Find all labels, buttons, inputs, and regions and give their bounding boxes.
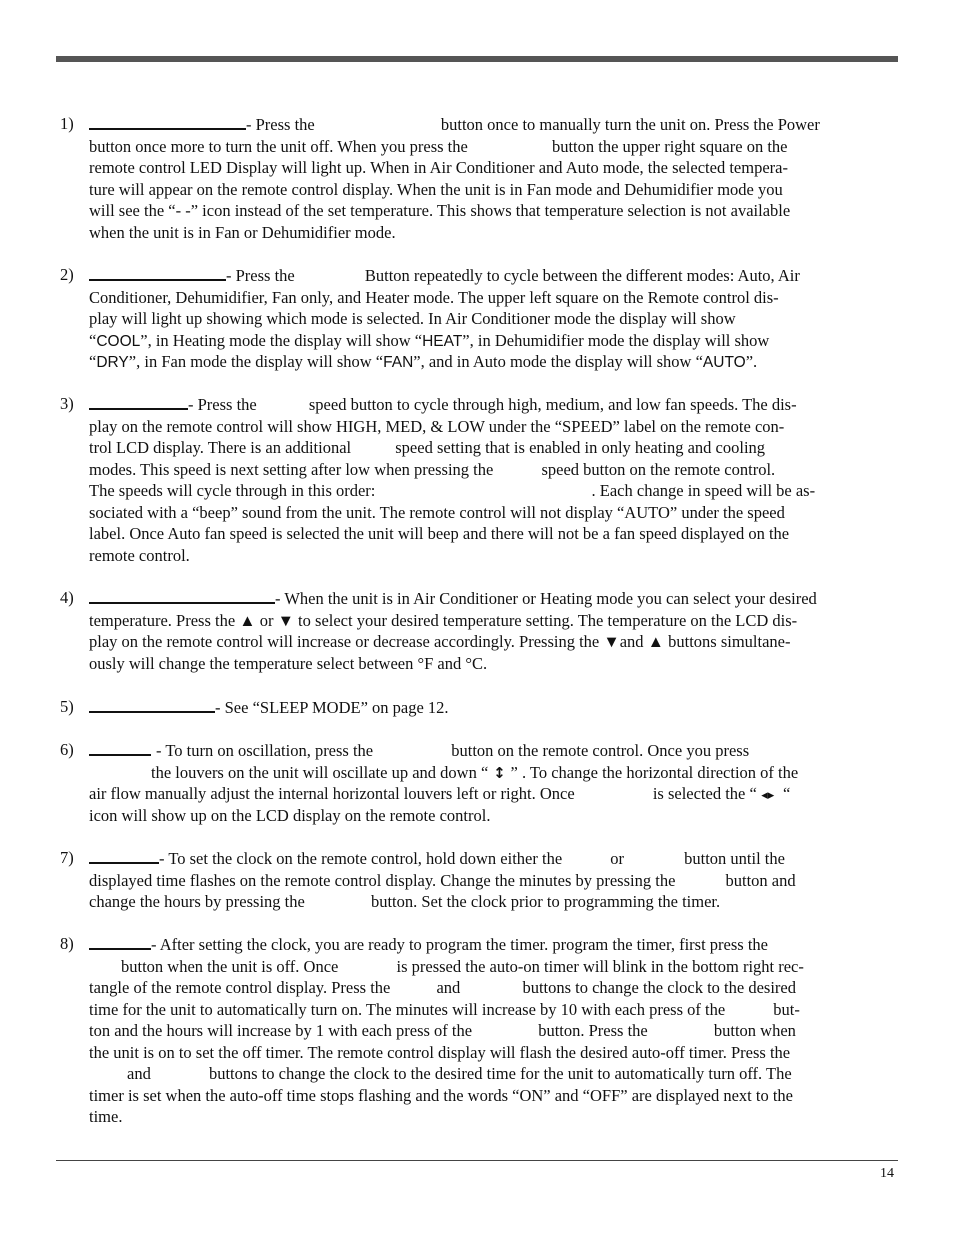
heading-blank [89,394,188,410]
text-line: the unit is on to set the off timer. The remote control display will flash the desired auto-off timer. Press the [89,1042,791,1062]
text-line: remote control. [89,545,190,565]
item-number: 6) [60,740,74,759]
text-line: - When the unit is in Air Conditioner or Heating mode you can select your desired [89,588,817,610]
heading-blank [89,265,226,281]
text-line: change the hours by pressing the button. Set the clock prior to programming the timer. [89,892,721,911]
text-line: play on the remote control will increase or decrease accordingly. Pressing the ▼and ▲ buttons simultane- [89,632,791,651]
item-number: 7) [60,848,74,867]
text-line: - After setting the clock, you are ready to program the timer. program the timer, first press the [89,934,768,956]
up-down-arrow-icon: ↕ [493,763,506,782]
text-line: ture will appear on the remote control display. When the unit is in Fan mode and Dehumidifier mode you [89,179,783,199]
text-line: button once more to turn the unit off. When you press the button the upper right square on the [89,136,788,156]
heading-blank [89,934,151,950]
item-number: 1) [60,114,74,133]
text-line: - Press the button once to manually turn the unit on. Press the Power [89,114,820,136]
left-right-arrow-icon: ◂▸ [761,788,775,803]
item-number: 4) [60,588,74,607]
text-line: icon will show up on the LCD display on the remote control. [89,805,491,825]
text-line: ton and the hours will increase by 1 with each press of the button. Press the button when [89,1021,796,1040]
text-line: tangle of the remote control display. Press the and buttons to change the clock to the desired [89,978,796,997]
text-line: ously will change the temperature select between °F and °C. [89,653,488,673]
heading-blank [89,740,151,756]
text-line: the louvers on the unit will oscillate up and down “ ↕ ” . To change the horizontal direction of the [89,762,798,785]
heading-blank [89,588,275,604]
text-line: play will light up showing which mode is selected. In Air Conditioner mode the display will show [89,309,736,328]
heading-blank [89,697,215,713]
text-line: - Press the Button repeatedly to cycle between the different modes: Auto, Air [89,265,800,287]
text-line: air flow manually adjust the internal horizontal louvers left or right. Once is selected the “ ◂▸ “ [89,783,790,807]
text-line: - To turn on oscillation, press the button on the remote control. Once you press [89,740,749,762]
text-line: temperature. Press the ▲ or ▼ to select your desired temperature setting. The temperature on the LCD dis- [89,610,798,630]
heading-blank [89,848,159,864]
text-line: modes. This speed is next setting after low when pressing the speed button on the remote control. [89,459,776,479]
text-line: “COOL”, in Heating mode the display will show “HEAT”, in Dehumidifier mode the display will show [89,330,770,350]
text-line: sociated with a “beep” sound from the unit. The remote control will not display “AUTO” under the speed [89,502,785,522]
text-line: Conditioner, Dehumidifier, Fan only, and Heater mode. The upper left square on the Remote control dis- [89,287,779,307]
text-line: “DRY”, in Fan mode the display will show “FAN”, and in Auto mode the display will show “AUTO”. [89,352,758,371]
text-line: - To set the clock on the remote control, hold down either the or button until the [89,848,785,870]
header-rule [56,56,898,62]
heading-blank [89,114,246,130]
item-number: 5) [60,697,74,716]
text-line: trol LCD display. There is an additional speed setting that is enabled in only heating and cooling [89,438,766,457]
text-line: displayed time flashes on the remote control display. Change the minutes by pressing the button and [89,870,796,890]
text-line: when the unit is in Fan or Dehumidifier mode. [89,222,396,242]
footer-rule [56,1160,898,1161]
item-number: 3) [60,394,74,413]
text-line: - See “SLEEP MODE” on page 12. [89,697,449,719]
item-number: 8) [60,934,74,953]
text-line: time. [89,1107,123,1126]
text-line: time for the unit to automatically turn on. The minutes will increase by 10 with each press of the but- [89,999,800,1019]
text-line: and buttons to change the clock to the desired time for the unit to automatically turn off. The [127,1064,792,1083]
text-line: play on the remote control will show HIGH, MED, & LOW under the “SPEED” label on the remote con- [89,416,785,436]
text-line: remote control LED Display will light up. When in Air Conditioner and Auto mode, the selected tempera- [89,158,788,177]
text-line: - Press the speed button to cycle through high, medium, and low fan speeds. The dis- [89,394,797,416]
text-line: label. Once Auto fan speed is selected the unit will beep and there will not be a fan speed displayed on the [89,524,790,543]
page-number: 14 [880,1166,894,1181]
text-line: will see the “- -” icon instead of the set temperature. This shows that temperature selection is not available [89,201,791,220]
text-line: button when the unit is off. Once is pressed the auto-on timer will blink in the bottom right rec- [121,956,804,976]
text-line: The speeds will cycle through in this order: . Each change in speed will be as- [89,481,816,500]
item-number: 2) [60,265,74,284]
text-line: timer is set when the auto-off time stops flashing and the words “ON” and “OFF” are displayed next to the [89,1085,793,1105]
